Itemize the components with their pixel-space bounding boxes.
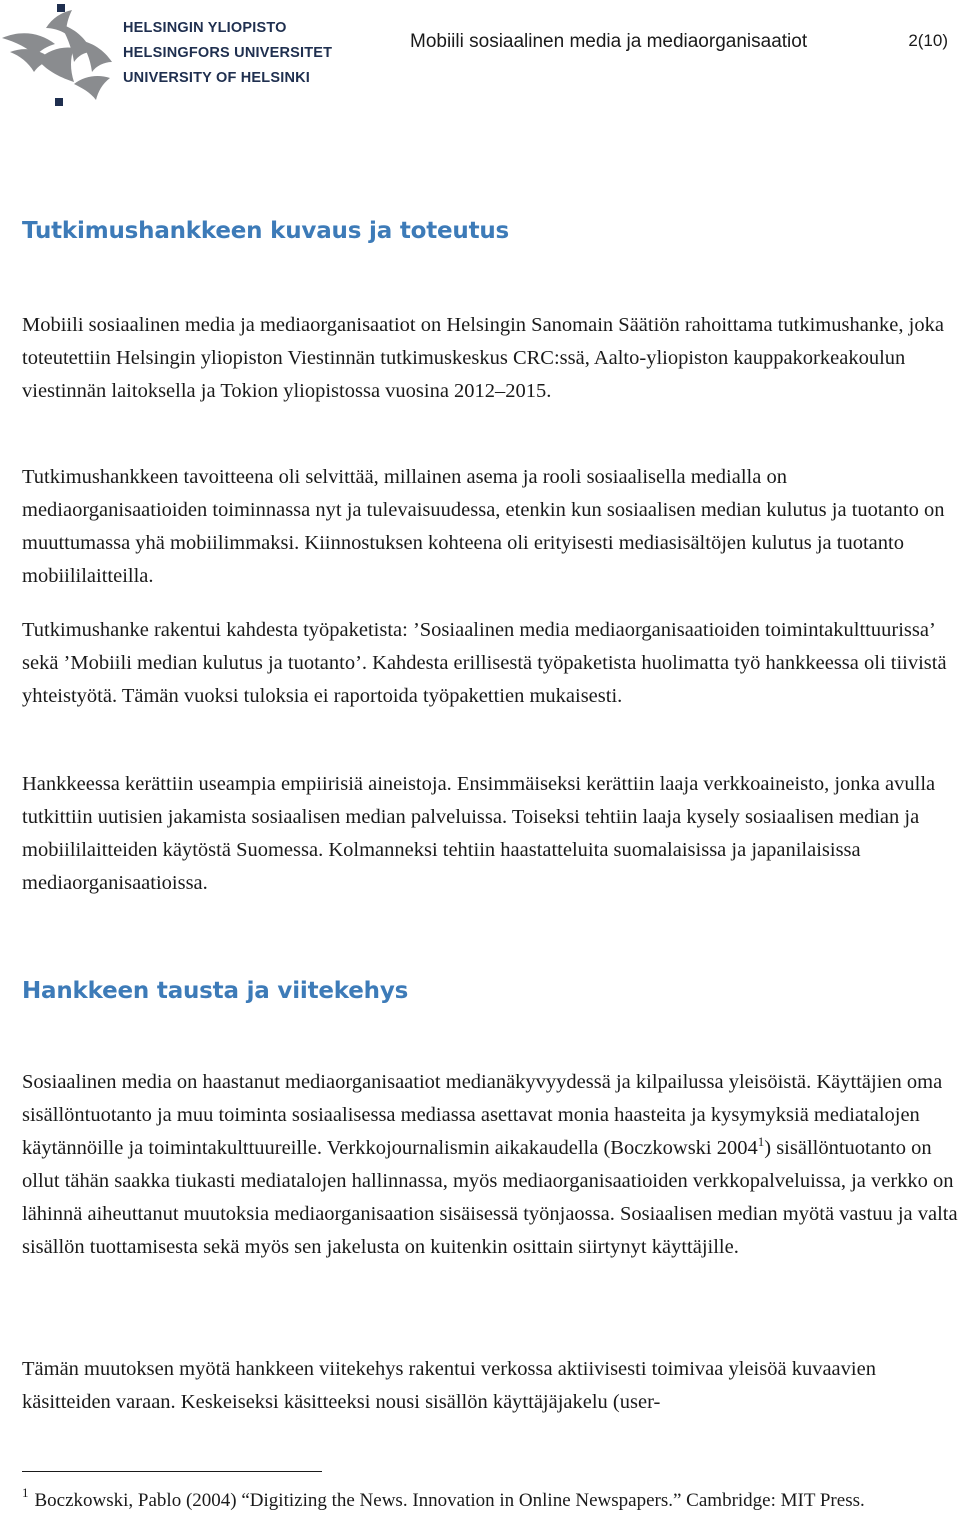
page-number: 2(10) bbox=[908, 31, 948, 50]
footnote-reference[interactable]: 1 bbox=[757, 1134, 765, 1150]
footnote-text: Boczkowski, Pablo (2004) “Digitizing the News. Innovation in Online Newspapers.” Cambridge: MIT Press. bbox=[34, 1490, 865, 1511]
logo-line-fi: HELSINGIN YLIOPISTO bbox=[123, 20, 287, 36]
footnote-mark: 1 bbox=[22, 1485, 29, 1500]
paragraph: Tutkimushanke rakentui kahdesta työpaketista: ’Sosiaalinen media mediaorganisaatioiden toimintakulttuurissa’ sekä ’Mobiili median kulutus ja tuotanto’. Kahdesta erillisestä työpaketista huolimatta työ hankkeessa oli tiivistä yhteistyötä. Tämän vuoksi tuloksia ei raportoida työpakettien mukaisesti. bbox=[22, 619, 947, 707]
running-title: Mobiili sosiaalinen media ja mediaorganisaatiot bbox=[410, 31, 808, 52]
footnote-separator bbox=[22, 1471, 322, 1472]
university-logo bbox=[0, 0, 333, 112]
paragraph: Tutkimushankkeen tavoitteena oli selvittää, millainen asema ja rooli sosiaalisella medialla on mediaorganisaatioiden toiminnassa nyt ja tulevaisuudessa, etenkin kun sosiaalisen median kulutus ja tuotanto on muuttumassa yhä mobiilimmaksi. Kiinnostuksen kohteena oli erityisesti mediasisältöjen kulutus ja tuotanto mobiililaitteilla. bbox=[22, 466, 945, 587]
helsinki-emblem-icon bbox=[0, 0, 120, 112]
paragraph-text: Sosiaalinen media on haastanut mediaorganisaatiot medianäkyvyydessä ja kilpailussa yleisöistä. Käyttäjien oma sisällöntuotanto ja muu toiminta sosiaalisessa mediassa asettavat monia haasteita ja kysymyksiä mediatalojen käytännöille ja toimintakulttuureille. Verkkojournalismin aikakaudella (Boczkowski 2004 bbox=[22, 1071, 943, 1159]
paragraph: Mobiili sosiaalinen media ja mediaorganisaatiot on Helsingin Sanomain Säätiön rahoittama tutkimushanke, joka toteutettiin Helsingin yliopiston Viestinnän tutkimuskeskus CRC:ssä, Aalto-yliopiston kauppakorkeakoulun viestinnän laitoksella ja Tokion yliopistossa vuosina 2012–2015. bbox=[22, 314, 944, 402]
logo-line-en: UNIVERSITY OF HELSINKI bbox=[123, 70, 311, 86]
section-heading-kuvaus: Tutkimushankkeen kuvaus ja toteutus bbox=[22, 218, 510, 244]
logo-line-sv: HELSINGFORS UNIVERSITET bbox=[123, 45, 333, 61]
footnote bbox=[22, 1485, 958, 1512]
paragraph: Tämän muutoksen myötä hankkeen viitekehys rakentui verkossa aktiivisesti toimivaa yleisöä kuvaavien käsitteiden varaan. Keskeiseksi käsitteeksi nousi sisällön käyttäjäjakelu (user- bbox=[22, 1358, 876, 1413]
paragraph-text: ) sisällöntuotanto on ollut tähän saakka tiukasti mediatalojen hallinnassa, myös mediaorganisaatioiden verkkopalveluissa, ja verkko on lähinnä aiheuttanut muutoksia mediaorganisaation sisäisessä työnjaossa. Sosiaalisen median myötä vastuu ja valta sisällön tuottamisesta sekä myös sen jakelusta on kuitenkin osittain siirtynyt käyttäjille. bbox=[22, 1137, 958, 1258]
paragraph-with-citation bbox=[22, 1066, 958, 1264]
section-heading-tausta: Hankkeen tausta ja viitekehys bbox=[22, 978, 409, 1004]
page-header bbox=[0, 0, 960, 112]
logo-wordmark bbox=[123, 16, 332, 91]
paragraph: Hankkeessa kerättiin useampia empiirisiä aineistoja. Ensimmäiseksi kerättiin laaja verkkoaineisto, jonka avulla tutkittiin uutisien jakamista sosiaalisen median palveluissa. Toiseksi tehtiin laaja kysely sosiaalisen median ja mobiililaitteiden käytöstä Suomessa. Kolmanneksi tehtiin haastatteluita suomalaisissa ja japanilaisissa mediaorganisaatioissa. bbox=[22, 773, 936, 894]
